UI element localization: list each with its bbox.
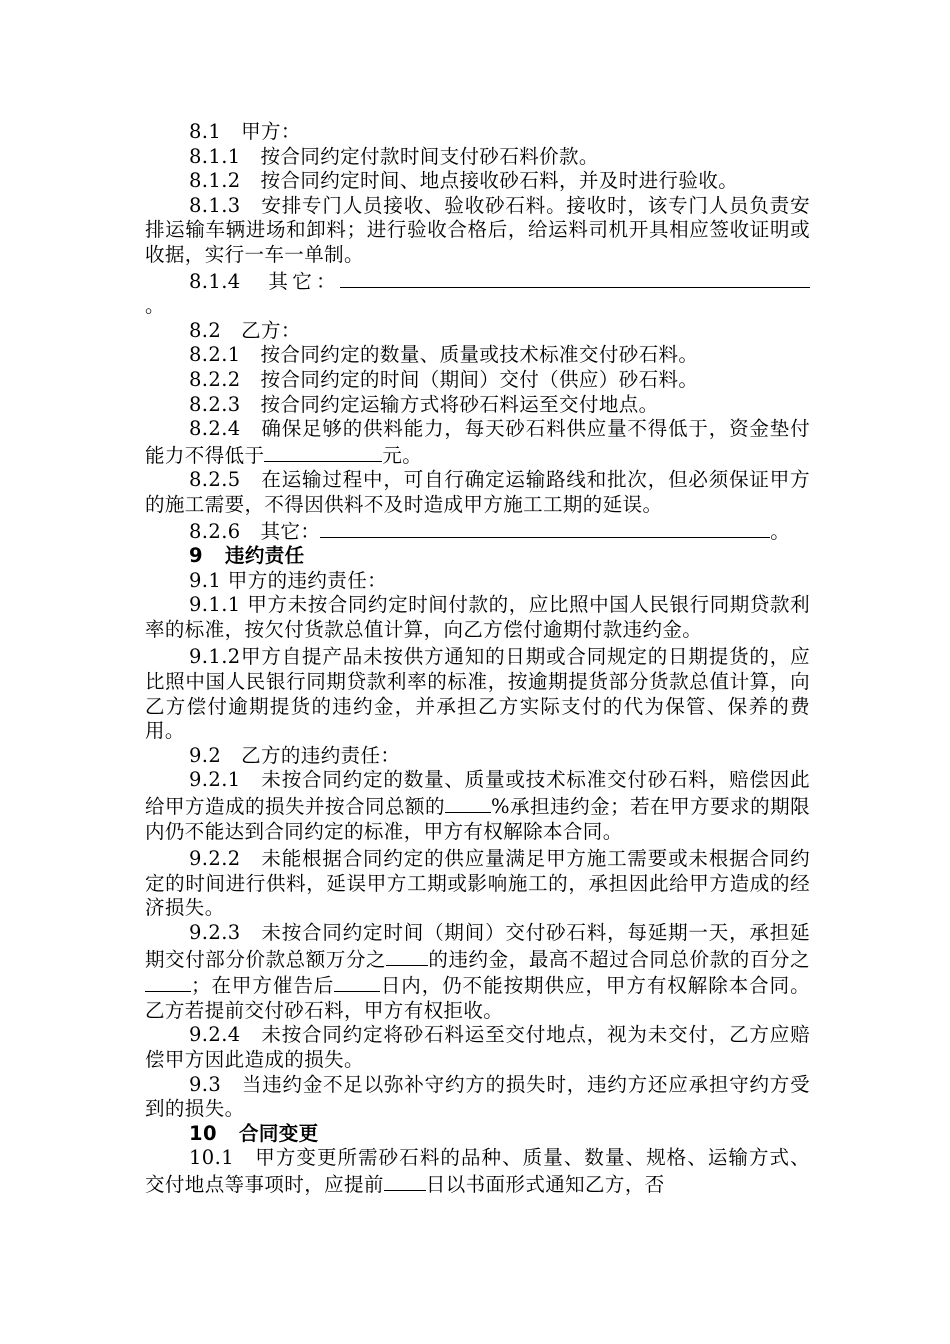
section-number-10: 10 [189, 1121, 217, 1145]
clause-8-2-2: 8.2.2 按合同约定的时间（期间）交付（供应）砂石料。 [189, 367, 699, 391]
clause-9-2-4: 9.2.4 未按合同约定将砂石料运至交付地点，视为未交付，乙方应赔偿甲方因此造成的损失。 [145, 1023, 810, 1071]
clause-9-2-1-end: %承担违约金；若在甲方要求的期限内仍不能达到合同约定的标准，甲方有权解除本合同。 [145, 795, 810, 843]
clause-9-2-1-text: 9.2.1 未按合同约定的数量、质量或技术标准交付砂石料，赔偿因此给甲方造成的损失并按合同总额的 [145, 768, 810, 819]
clause-8-2-6-text: 8.2.6 其它： [189, 519, 321, 543]
section-heading-10 [145, 1122, 810, 1147]
fill-blank-9-2-3-percent[interactable] [145, 972, 191, 992]
section-title-10: 合同变更 [238, 1121, 319, 1145]
clause-10-1 [145, 1146, 810, 1197]
fill-blank-8-1-4[interactable] [340, 268, 810, 288]
fill-blank-8-2-4[interactable] [264, 442, 382, 462]
clause-8-1-4-text: 8.1.4 其它： [189, 269, 340, 293]
clause-9-2-3-text-c: ；在甲方催告后 [191, 974, 335, 998]
clause-8-1-3: 8.1.3 安排专门人员接收、验收砂石料。接收时，该专门人员负责安排运输车辆进场和卸料；进行验收合格后，给运料司机开具相应签收证明或收据，实行一车一单制。 [145, 193, 810, 266]
clause-9-2-2: 9.2.2 未能根据合同约定的供应量满足甲方施工需要或未根据合同约定的时间进行供料，延误甲方工期或影响施工的，承担因此给甲方造成的经济损失。 [145, 847, 810, 920]
clause-10-1-text-a: 10.1 甲方变更所需砂石料的品种、质量、数量、规格、运输方式、交付地点等事项时，应提前 [145, 1146, 810, 1196]
fill-blank-9-2-3-rate[interactable] [386, 946, 428, 966]
fill-blank-9-2-3-days[interactable] [334, 972, 380, 992]
clause-8-2-4-text: 8.2.4 确保足够的供料能力，每天砂石料供应量不得低于，资金垫付能力不得低于 [145, 417, 810, 467]
clause-8-2-4 [145, 417, 810, 468]
clause-8-2-4-end: 元。 [382, 443, 423, 467]
clause-9-2-1 [145, 768, 810, 844]
section-title-9: 违约责任 [224, 544, 305, 568]
clause-9-2-3-text-b: 的违约金，最高不超过合同总价款的百分之 [428, 947, 810, 971]
section-heading-9 [145, 544, 810, 569]
clause-8-2-1: 8.2.1 按合同约定的数量、质量或技术标准交付砂石料。 [189, 343, 699, 367]
clause-9-2: 9.2 乙方的违约责任： [189, 743, 401, 767]
clause-8-1: 8.1 甲方： [189, 120, 301, 143]
clause-8-1-1: 8.1.1 按合同约定付款时间支付砂石料价款。 [189, 144, 599, 168]
clause-10-1-text-b: 日以书面形式通知乙方，否 [425, 1172, 665, 1196]
clause-9-2-3 [145, 921, 810, 1023]
clause-9-1-2: 9.1.2甲方自提产品未按供方通知的日期或合同规定的日期提货的，应比照中国人民银行同期贷款利率的标准，按逾期提货部分货款总值计算，向乙方偿付逾期提货的违约金，并承担乙方实际支付的代为保管、保养的费用。 [145, 645, 810, 743]
clause-8-1-4 [145, 268, 810, 319]
clause-8-2: 8.2 乙方： [189, 318, 301, 342]
fill-blank-8-2-6[interactable] [320, 518, 770, 538]
clause-8-1-2: 8.1.2 按合同约定时间、地点接收砂石料，并及时进行验收。 [189, 169, 739, 193]
clause-9-2-3-text-a: 9.2.3 未按合同约定时间（期间）交付砂石料，每延期一天，承担延期交付部分价款总额万分之 [145, 921, 810, 971]
clause-9-1: 9.1 甲方的违约责任： [189, 568, 388, 592]
contract-page [145, 120, 810, 1198]
fill-blank-10-1-days[interactable] [384, 1171, 426, 1191]
clause-8-2-6-end: 。 [770, 519, 791, 543]
clause-9-3: 9.3 当违约金不足以弥补守约方的损失时，违约方还应承担守约方受到的损失。 [145, 1072, 810, 1121]
clause-9-2-3-text-d: 日内，仍不能按期供应，甲方有权解除本合同。乙方若提前交付砂石料，甲方有权拒收。 [145, 974, 810, 1022]
clause-8-2-5: 8.2.5 在运输过程中，可自行确定运输路线和批次，但必须保证甲方的施工需要，不得因供料不及时造成甲方施工工期的延误。 [145, 468, 810, 516]
clause-8-2-6 [145, 518, 810, 545]
clause-9-1-1: 9.1.1 甲方未按合同约定时间付款的，应比照中国人民银行同期贷款利率的标准，按欠付货款总值计算，向乙方偿付逾期付款违约金。 [145, 593, 810, 641]
section-number-9: 9 [189, 544, 203, 568]
clause-8-2-3: 8.2.3 按合同约定运输方式将砂石料运至交付地点。 [189, 392, 659, 416]
fill-blank-9-2-1[interactable] [445, 793, 491, 813]
clause-8-1-4-end: 。 [145, 294, 165, 318]
